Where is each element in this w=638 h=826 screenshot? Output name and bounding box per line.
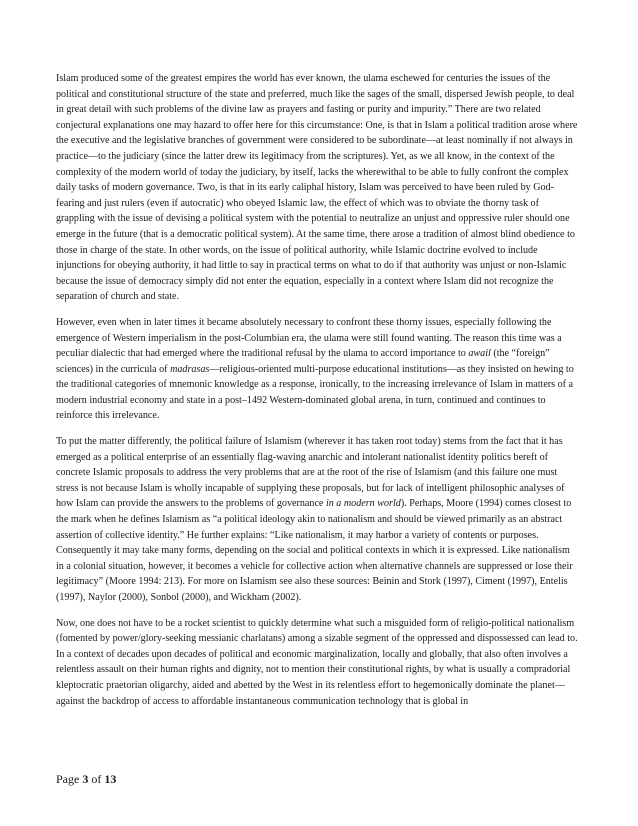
paragraph-4 (56, 616, 580, 710)
paragraph-1 (56, 71, 580, 305)
paragraph-3 (56, 434, 580, 606)
text-run: Now, one does not have to be a rocket scientist to quickly determine what such a misguided form of religio-political nationalism (fomented by power/glory-seeking messianic charlatans) among a sizable segment of the oppressed and dispossessed can lead to. In a context of decades upon decades of political and economic marginalization, locally and globally, that also often involves a relentless assault on their human rights and dignity, not to mention their constitutional rights, by what is usually a compradorial kleptocratic praetorian oligarchy, aided and abetted by the West in its relentless effort to hegemonically dominate the planet—against the backdrop of access to affordable instantaneous communication technology that is global in (56, 617, 578, 707)
text-run: Islam produced some of the greatest empires the world has ever known, the ulama eschewed for centuries the issues of the political and constitutional structure of the state and preferred, much like the sages of the small, dispersed Jewish people, to deal in great detail with such problems of the divine law as prayers and fasting or purity and impurity.” There are two related conjectural explanations one may hazard to offer here for this circumstance: One, is that in Islam a political tradition arose where the executive and the legislative branches of government were considered to be subordinate—at least nominally if not always in practice—to the judiciary (since the latter drew its legitimacy from the scriptures). Yet, as we all know, in the context of the complexity of the modern world of today the judiciary, by itself, lacks the wherewithal to be able to fully confront the complex daily tasks of modern governance. Two, is that in its early caliphal history, Islam was perceived to have been ruled by God-fearing and just rulers (even if autocratic) who obeyed Islamic law, the effect of which was to obviate the thorny task of grappling with the issue of devising a political system with the potential to neutralize an unjust and oppressive ruler should one emerge in the future (that is a democratic political system). At the same time, there arose a tradition of almost blind obedience to those in charge of the state. In other words, on the issue of political authority, while Islamic doctrine evolved to include injunctions for obeying authority, it had little to say in practical terms on what to do if that authority was unjust or non-Islamic because the issue of democracy simply did not enter the equation, especially in a context where Islam did not recognize the separation of church and state. (56, 73, 578, 303)
italic-run: in a modern world (325, 498, 401, 510)
italic-run: awail (468, 348, 491, 360)
text-run: —religious-oriented multi-purpose educational institutions—as they insisted on hewing to the traditional categories of mnemonic knowledge as a response, ironically, to the increasing irrelevance of Islam in matters of a modern industrial economy and state in a post–1492 Western-dominated global arena, in turn, continued and continues to reinforce this irrelevance. (56, 363, 574, 422)
text-run: (the “foreign” sciences) in the curricula of (56, 348, 550, 375)
paragraph-2 (56, 315, 580, 424)
text-run: ). Perhaps, Moore (1994) comes closest to the mark when he defines Islamism as “a political ideology akin to nationalism and should be viewed primarily as an abstract assertion of collective identity.” He further explains: “Like nationalism, it may harbor a variety of contents or purposes. Consequently it may take many forms, depending on the social and political contexts in which it is expressed. Like nationalism in a colonial situation, however, it becomes a vehicle for collective action when alternative channels are suppressed or lose their legitimacy” (Moore 1994: 213). For more on Islamism see also these sources: Beinin and Stork (1997), Ciment (1997), Entelis (1997), Naylor (2000), Sonbol (2000), and Wickham (2002). (56, 498, 573, 603)
document-body (56, 71, 580, 719)
italic-run: madrasas (170, 363, 210, 375)
page-current: 3 (82, 772, 89, 786)
page-label: Page (56, 772, 83, 786)
page-number (56, 772, 116, 787)
text-run: However, even when in later times it became absolutely necessary to confront these thorny issues, especially following the emergence of Western imperialism in the post-Columbian era, the ulama were still found wanting. The reason this time was a peculiar dialectic that had emerged where the traditional refusal by the ulama to accord importance to (56, 316, 562, 360)
page-of: of (88, 772, 105, 786)
text-run: To put the matter differently, the political failure of Islamism (wherever it has taken root today) stems from the fact that it has emerged as a political enterprise of an essentially flag-waving anarchic and intolerant nationalist identity politics bereft of concrete Islamic proposals to address the very problems that are at the root of the rise of Islamism (and this failure one must stress is not because Islam is wholly incapable of supplying these proposals, but for lack of intelligent philosophic analyses of how Islam can provide the answers to the problems of governance (56, 436, 565, 510)
page-total: 13 (104, 772, 117, 786)
